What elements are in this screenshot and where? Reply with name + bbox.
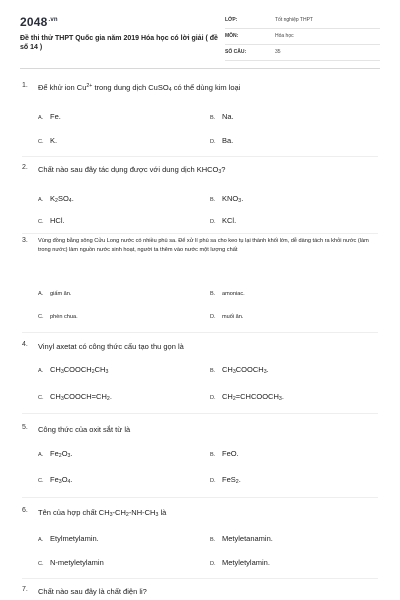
option-d[interactable] bbox=[210, 392, 284, 401]
option-d[interactable] bbox=[210, 314, 243, 320]
option-text: $K_2SO_4$. bbox=[50, 194, 74, 204]
option-letter: D. bbox=[210, 314, 216, 320]
option-text: Etylmetylamin. bbox=[50, 534, 99, 543]
logo-tld: .vn bbox=[48, 17, 58, 23]
option-d[interactable] bbox=[210, 558, 270, 567]
option-text: muối ăn. bbox=[222, 314, 244, 320]
meta-row-class bbox=[225, 14, 380, 29]
option-text: $CH_2=CHCOOCH_3$. bbox=[222, 392, 284, 402]
question-number: 4. bbox=[22, 341, 28, 348]
option-letter: A. bbox=[38, 452, 44, 458]
option-text: N-metyletylamin bbox=[50, 558, 104, 567]
question-1 bbox=[22, 82, 378, 160]
question-text: Vinyl axetat có công thức cấu tạo thu gọn là bbox=[38, 342, 184, 351]
option-b[interactable] bbox=[210, 365, 269, 374]
question-text: Để khử ion $Cu^{2+}$ trong dung dịch CuSO$_4$ có thể dùng kim loại bbox=[38, 83, 241, 93]
option-letter: C. bbox=[38, 139, 44, 145]
option-c[interactable] bbox=[38, 216, 65, 225]
option-letter: C. bbox=[38, 395, 44, 401]
document-header bbox=[20, 12, 380, 62]
option-letter: B. bbox=[210, 291, 216, 297]
exam-title: Đề thi thử THPT Quốc gia năm 2019 Hóa học có lời giải ( đề số 14 ) bbox=[20, 35, 218, 51]
option-text: Fe. bbox=[50, 112, 61, 121]
question-number: 5. bbox=[22, 424, 28, 431]
option-b[interactable] bbox=[210, 112, 234, 121]
question-number: 6. bbox=[22, 507, 28, 514]
option-text: amoniac. bbox=[222, 291, 245, 297]
option-letter: C. bbox=[38, 561, 44, 567]
option-text: K. bbox=[50, 136, 58, 145]
meta-row-count bbox=[225, 46, 380, 61]
option-text: Ba. bbox=[222, 136, 234, 145]
option-letter: C. bbox=[38, 314, 44, 320]
option-text: giấm ăn. bbox=[50, 291, 72, 297]
question-number: 1. bbox=[22, 82, 28, 89]
option-c[interactable] bbox=[38, 558, 104, 567]
logo-text: 2048 bbox=[20, 15, 48, 29]
option-a[interactable] bbox=[38, 365, 108, 374]
question-text: Tên của hợp chất $CH_3-CH_2-NH-CH_3$ là bbox=[38, 508, 167, 518]
option-text: phèn chua. bbox=[50, 314, 78, 320]
option-letter: B. bbox=[210, 537, 216, 543]
option-a[interactable] bbox=[38, 112, 61, 121]
option-d[interactable] bbox=[210, 136, 233, 145]
question-number: 3. bbox=[22, 237, 28, 244]
option-text: $Fe_3O_4$. bbox=[50, 475, 73, 485]
option-c[interactable] bbox=[38, 475, 73, 484]
option-letter: A. bbox=[38, 291, 44, 297]
option-letter: A. bbox=[38, 197, 44, 203]
header-divider bbox=[20, 68, 380, 69]
question-text: Chất nào sau đây là chất điện li? bbox=[38, 587, 147, 596]
option-letter: B. bbox=[210, 197, 216, 203]
question-separator bbox=[22, 413, 378, 414]
option-letter: C. bbox=[38, 219, 44, 225]
question-6 bbox=[22, 507, 378, 581]
option-letter: D. bbox=[210, 395, 216, 401]
option-letter: D. bbox=[210, 219, 216, 225]
option-text: KCl. bbox=[222, 216, 237, 225]
option-a[interactable] bbox=[38, 194, 74, 203]
question-separator bbox=[22, 332, 378, 333]
meta-value: Hóa học bbox=[275, 33, 294, 39]
option-text: $KNO_3$. bbox=[222, 194, 244, 204]
option-letter: B. bbox=[210, 368, 216, 374]
option-letter: D. bbox=[210, 139, 216, 145]
question-text: Vùng đồng bằng sông Cửu Long nước có nhiều phù sa. Để xử lí phù sa cho keo tụ lại thành khối lớn, dễ dàng tách ra khỏi nước (làm trong nước) làm nguồn nước sinh hoạt, người ta thêm vào nước một lượng chất bbox=[38, 238, 369, 253]
meta-row-subject bbox=[225, 30, 380, 45]
option-text: Metyletylamin. bbox=[222, 558, 270, 567]
option-letter: C. bbox=[38, 478, 44, 484]
option-c[interactable] bbox=[38, 314, 78, 320]
option-text: $CH_3COOCH=CH_2$. bbox=[50, 392, 112, 402]
meta-value: 35 bbox=[275, 49, 281, 55]
option-text: $CH_3COOCH_2CH_3$ bbox=[50, 365, 109, 375]
question-text: Công thức của oxit sắt từ là bbox=[38, 425, 131, 434]
option-b[interactable] bbox=[210, 449, 239, 458]
question-number: 2. bbox=[22, 164, 28, 171]
option-d[interactable] bbox=[210, 475, 241, 484]
question-2 bbox=[22, 164, 378, 232]
option-b[interactable] bbox=[210, 534, 273, 543]
option-c[interactable] bbox=[38, 392, 112, 401]
question-3 bbox=[22, 237, 378, 333]
question-4 bbox=[22, 341, 378, 417]
option-text: HCl. bbox=[50, 216, 65, 225]
option-text: Na. bbox=[222, 112, 234, 121]
option-text: $Fe_2O_3$. bbox=[50, 449, 73, 459]
option-letter: B. bbox=[210, 452, 216, 458]
question-number: 7. bbox=[22, 586, 28, 593]
question-7 bbox=[22, 586, 378, 600]
option-c[interactable] bbox=[38, 136, 57, 145]
option-b[interactable] bbox=[210, 291, 245, 297]
option-letter: D. bbox=[210, 478, 216, 484]
meta-value: Tốt nghiệp THPT bbox=[275, 17, 313, 23]
option-letter: A. bbox=[38, 537, 44, 543]
meta-label: SỐ CÂU: bbox=[225, 49, 247, 55]
option-letter: D. bbox=[210, 561, 216, 567]
meta-label: MÔN: bbox=[225, 33, 239, 39]
option-b[interactable] bbox=[210, 194, 243, 203]
question-separator bbox=[22, 497, 378, 498]
option-text: FeS$_2$. bbox=[222, 475, 241, 485]
option-a[interactable] bbox=[38, 291, 71, 297]
exam-meta bbox=[225, 14, 380, 62]
option-letter: A. bbox=[38, 368, 44, 374]
option-text: $CH_3COOCH_3$. bbox=[222, 365, 269, 375]
option-text: Metyletanamin. bbox=[222, 534, 273, 543]
site-logo[interactable] bbox=[20, 15, 58, 29]
option-text: FeO. bbox=[222, 449, 239, 458]
option-letter: B. bbox=[210, 115, 216, 121]
meta-label: LỚP: bbox=[225, 17, 238, 23]
question-5 bbox=[22, 424, 378, 500]
option-d[interactable] bbox=[210, 216, 236, 225]
question-separator bbox=[22, 578, 378, 579]
option-letter: A. bbox=[38, 115, 44, 121]
question-text: Chất nào sau đây tác dụng được với dung dịch $KHCO_3$? bbox=[38, 165, 226, 175]
option-a[interactable] bbox=[38, 449, 73, 458]
option-a[interactable] bbox=[38, 534, 99, 543]
question-separator bbox=[22, 233, 378, 234]
question-separator bbox=[22, 156, 378, 157]
